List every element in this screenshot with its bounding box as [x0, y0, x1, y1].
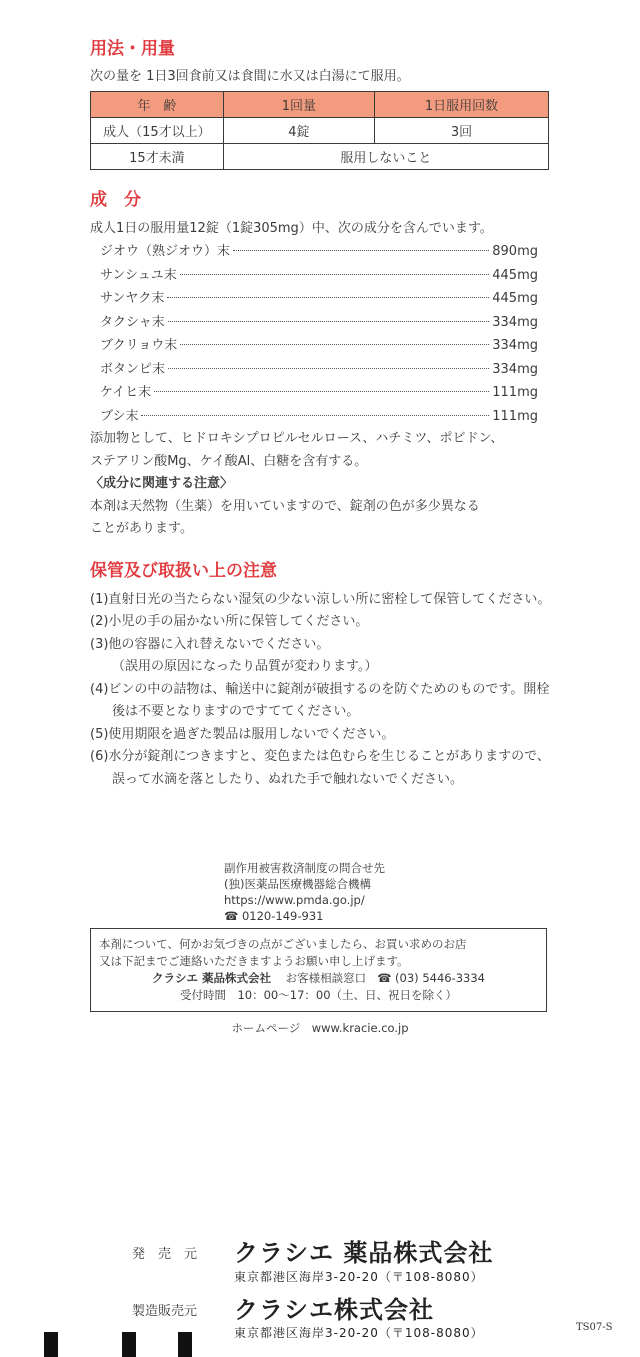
seller-label: 発 売 元	[132, 1247, 198, 1262]
ingredients-intro: 成人1日の服用量12錠（1錠305mg）中、次の成分を含んでいます。	[90, 220, 493, 236]
seller-address: 東京都港区海岸3-20-20（〒108-8080）	[234, 1270, 484, 1284]
leaflet-body	[90, 36, 552, 791]
ingredient-row	[90, 358, 552, 382]
ingredient-row	[90, 264, 552, 288]
storage-item-2: (2)小児の手の届かない所に保管してください。	[90, 614, 369, 629]
dosage-table	[90, 91, 549, 170]
ingredient-row	[90, 381, 552, 405]
usage-description: 次の量を 1日3回食前又は食間に水又は白湯にて服用。	[90, 69, 410, 84]
contact-line-1: 本剤について、何かお気づきの点がございましたら、お買い求めのお店	[99, 937, 467, 951]
storage-title: 保管及び取扱い上の注意	[90, 560, 277, 581]
maker-name: クラシエ株式会社	[234, 1296, 434, 1324]
ingredient-amount: 445mg	[492, 291, 538, 306]
maker-label: 製造販売元	[132, 1304, 198, 1319]
contact-company-line	[99, 970, 538, 987]
adult-count-cell: 3回	[374, 117, 548, 143]
ingredient-amount: 111mg	[492, 385, 538, 400]
header-age: 年 齢	[91, 91, 224, 117]
contact-hours: 受付時間 10：00～17：00（土、日、祝日を除く）	[179, 988, 458, 1002]
ingredient-amount: 334mg	[492, 361, 538, 377]
contact-phone: ☎ (03) 5446-3334	[377, 971, 486, 985]
ingredient-amount: 445mg	[492, 267, 538, 283]
ingredients-title: 成 分	[90, 189, 141, 210]
contact-line-2: 又は下記までご連絡いただきますようお願い申し上げます。	[99, 954, 409, 968]
ingredient-row	[90, 240, 552, 264]
table-row	[91, 117, 549, 143]
seller-name: クラシエ 薬品株式会社	[234, 1239, 494, 1267]
ingredient-list	[90, 240, 552, 428]
ingredient-name: ジオウ（熟ジオウ）末	[100, 244, 231, 259]
print-mark	[178, 1332, 192, 1357]
leader-dots	[180, 274, 490, 275]
ingredient-amount: 111mg	[492, 408, 538, 424]
leader-dots	[233, 250, 489, 251]
ingredient-row	[90, 334, 552, 358]
child-dose-cell: 服用しないこと	[223, 143, 548, 169]
storage-item-6: (6)水分が錠剤につきますと、変色または色むらを生じることがありますので、誤って水滴を落としたり、ぬれた手で触れないでください。	[90, 749, 550, 787]
leader-dots	[180, 344, 489, 345]
adult-age-cell: 成人（15才以上）	[91, 117, 224, 143]
ingredient-row	[90, 405, 552, 429]
ingredient-amount: 334mg	[492, 314, 538, 330]
leader-dots	[168, 321, 490, 322]
header-daily-count: 1日服用回数	[374, 91, 548, 117]
ingredient-name: タクシャ末	[100, 314, 165, 330]
maker-address: 東京都港区海岸3-20-20（〒108-8080）	[234, 1326, 484, 1340]
ingredient-caution-title: 〈成分に関連する注意〉	[90, 476, 234, 491]
ingredient-caution-line-2: ことがあります。	[90, 521, 193, 536]
contact-box	[90, 928, 547, 1012]
relief-url: https://www.pmda.go.jp/	[224, 893, 365, 907]
relief-title: 副作用被害救済制度の問合せ先	[224, 861, 385, 875]
print-mark	[122, 1332, 136, 1357]
ingredient-row	[90, 287, 552, 311]
ingredient-name: サンシュユ末	[100, 267, 177, 283]
table-header-row	[91, 91, 549, 117]
storage-item-4: (4)ビンの中の詰物は、輸送中に錠剤が破損するのを防ぐためのものです。開栓後は不要となりますのですててください。	[90, 681, 550, 719]
relief-org: (独)医薬品医療機器総合機構	[224, 877, 371, 891]
additives-line-1: 添加物として、ヒドロキシプロピルセルロース、ハチミツ、ポビドン、	[90, 431, 504, 446]
contact-window: お客様相談窓口	[285, 971, 367, 985]
leader-dots	[154, 391, 489, 392]
ingredient-amount: 890mg	[492, 244, 538, 259]
header-dose: 1回量	[223, 91, 374, 117]
ingredient-name: ブシ末	[100, 408, 139, 424]
ingredient-name: ボタンピ末	[100, 361, 166, 377]
storage-item-3-note: （誤用の原因になったり品質が変わります。）	[112, 659, 378, 674]
storage-item-3: (3)他の容器に入れ替えないでください。	[90, 636, 330, 652]
print-mark	[44, 1332, 58, 1357]
ingredient-name: サンヤク末	[100, 291, 165, 306]
leader-dots	[167, 297, 489, 298]
relief-phone: ☎ 0120-149-931	[224, 909, 324, 923]
ingredient-row	[90, 311, 552, 335]
product-code: TS07-S	[576, 1322, 613, 1333]
ingredient-name: ブクリョウ末	[100, 338, 178, 353]
relief-contact-info	[224, 860, 385, 924]
storage-list	[90, 589, 552, 792]
contact-company: クラシエ 薬品株式会社	[151, 971, 271, 985]
adult-dose-cell: 4錠	[223, 117, 374, 143]
leader-dots	[168, 368, 489, 369]
leader-dots	[141, 415, 489, 416]
homepage-link: ホームページ www.kracie.co.jp	[231, 1021, 409, 1035]
storage-item-5: (5)使用期限を過ぎた製品は服用しないでください。	[90, 726, 395, 742]
ingredient-name: ケイヒ末	[100, 385, 152, 400]
child-age-cell: 15才未満	[91, 143, 224, 169]
additives-line-2: ステアリン酸Mg、ケイ酸Al、白糖を含有する。	[90, 453, 368, 469]
usage-title: 用法・用量	[90, 39, 175, 59]
table-row	[91, 143, 549, 169]
ingredient-amount: 334mg	[492, 338, 538, 353]
ingredient-caution-line-1: 本剤は天然物（生薬）を用いていますので、錠剤の色が多少異なる	[90, 498, 480, 514]
storage-item-1: (1)直射日光の当たらない湿気の少ない涼しい所に密栓して保管してください。	[90, 591, 551, 607]
